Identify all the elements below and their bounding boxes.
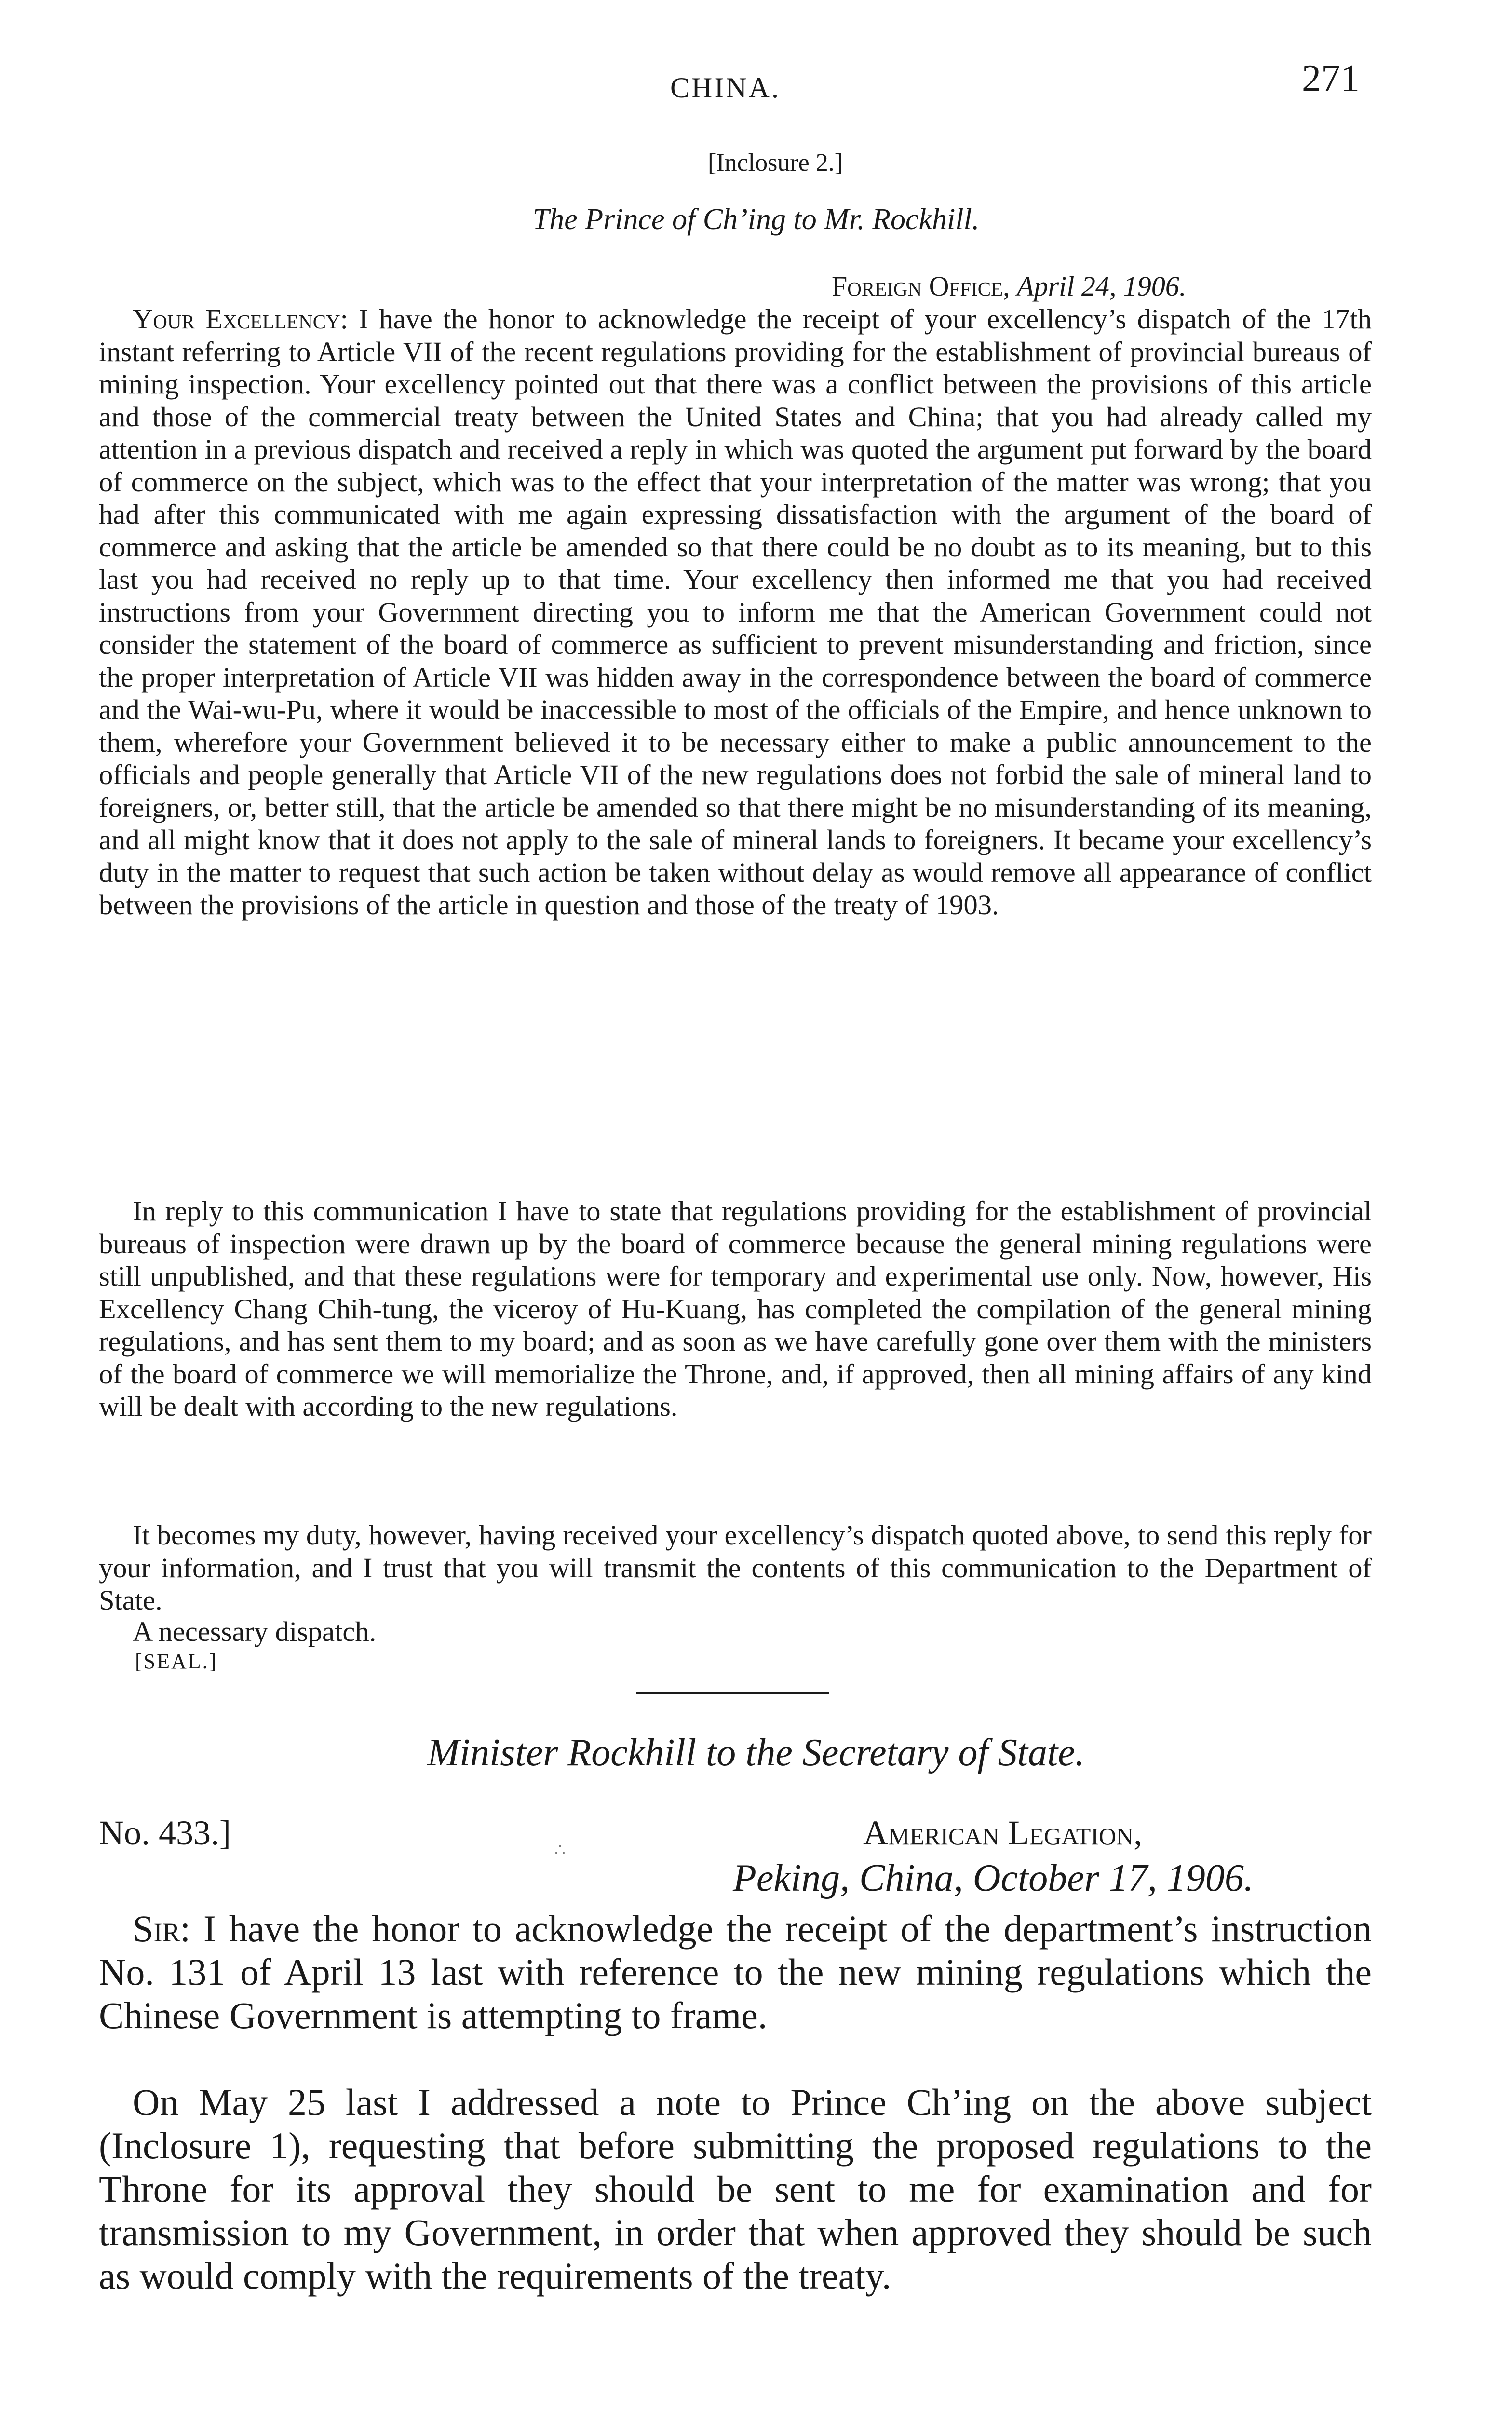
paragraph-text: On May 25 last I addressed a note to Prince Ch’ing on the above subject (Inclosure 1), requesting that before submitting the proposed regulations to the Throne for its approval they should be sent to me for examination and for transmission to my Government, in order that when approved they should be such as would comply with the requirements of the treaty. — [99, 2081, 1372, 2297]
salutation-sir: Sir — [133, 1908, 180, 1950]
letter-paragraph-4 — [99, 1615, 1372, 1648]
page-number: 271 — [1302, 57, 1360, 100]
dispatch-number: No. 433.] — [99, 1814, 231, 1852]
dispatch-dateline: Peking, China, October 17, 1906. — [733, 1857, 1254, 1899]
running-head — [0, 57, 1512, 115]
salutation: Your Excellency — [133, 303, 340, 335]
section-divider — [636, 1692, 829, 1694]
letter-paragraph-3 — [99, 1519, 1372, 1617]
dispatch-paragraph-1 — [99, 1907, 1372, 2037]
paragraph-text: In reply to this communication I have to state that regulations providing for the establishment of provincial bureaus of inspection were drawn up by the board of commerce because the general mining regulations were still unpublished, and that these regulations were for temporary and experimental use only. Now, however, His Excellency Chang Chih-tung, the viceroy of Hu-Kuang, has completed the compilation of the general mining regulations, and has sent them to my board; and as soon as we have carefully gone over them with the ministers of the board of commerce we will memorialize the Throne, and, if approved, then all mining affairs of any kind will be dealt with according to the new regulations. — [99, 1195, 1372, 1422]
seal-label: [SEAL.] — [135, 1650, 218, 1673]
dateline-date: April 24, 1906. — [1017, 271, 1187, 302]
dispatch-title: Minister Rockhill to the Secretary of State. — [427, 1732, 1085, 1774]
paragraph-text: : I have the honor to acknowledge the receipt of the department’s instruction No. 131 of April 13 last with reference to the new mining regulations which the Chinese Government is attempting to frame. — [99, 1908, 1372, 2036]
stray-mark: ∴ — [554, 1840, 566, 1859]
letter-paragraph-2 — [99, 1195, 1372, 1423]
legation-name: American Legation, — [863, 1814, 1143, 1852]
inclosure-label: [Inclosure 2.] — [707, 149, 843, 176]
dateline-office — [832, 270, 1186, 302]
running-title: CHINA. — [670, 72, 781, 104]
paragraph-text: A necessary dispatch. — [133, 1616, 377, 1647]
paragraph-text: : I have the honor to acknowledge the receipt of your excellency’s dispatch of the 17th instant referring to Article VII of the recent regulations providing for the establishment of provincial bureaus of mining inspection. Your excellency pointed out that there was a conflict between the provisions of this article and those of the commercial treaty between the United States and China; that you had already called my attention in a previous dispatch and received a reply in which was quoted the argument put forward by the board of commerce on the subject, which was to the effect that your interpretation of the matter was wrong; that you had after this communicated with me again expressing dissatisfaction with the argument of the board of commerce and asking that the article be amended so that there could be no doubt as to its meaning, but to this last you had received no reply up to that time. Your excellency then informed me that you had received instructions from your Government directing you to inform me that the American Government could not consider the statement of the board of commerce as sufficient to prevent misunderstanding and friction, since the proper interpretation of Article VII was hidden away in the correspondence between the board of commerce and the Wai-wu-Pu, where it would be inaccessible to most of the officials of the Empire, and hence unknown to them, wherefore your Government believed it to be necessary either to make a public announcement to the officials and people generally that Article VII of the new regulations does not forbid the sale of mineral land to foreigners, or, better still, that the article be amended so that there might be no misunderstanding of its meaning, and all might know that it does not apply to the sale of mineral lands to foreigners. It became your excellency’s duty in the matter to request that such action be taken without delay as would remove all appearance of conflict between the provisions of the article in question and those of the treaty of 1903. — [99, 303, 1372, 921]
dateline-office-name: Foreign Office, — [832, 271, 1010, 302]
dispatch-paragraph-2 — [99, 2081, 1372, 2298]
letter-paragraph-1 — [99, 303, 1372, 921]
letter-title: The Prince of Ch’ing to Mr. Rockhill. — [532, 203, 980, 236]
paragraph-text: It becomes my duty, however, having received your excellency’s dispatch quoted above, to send this reply for your information, and I trust that you will transmit the contents of this communication to the Department of State. — [99, 1519, 1372, 1616]
